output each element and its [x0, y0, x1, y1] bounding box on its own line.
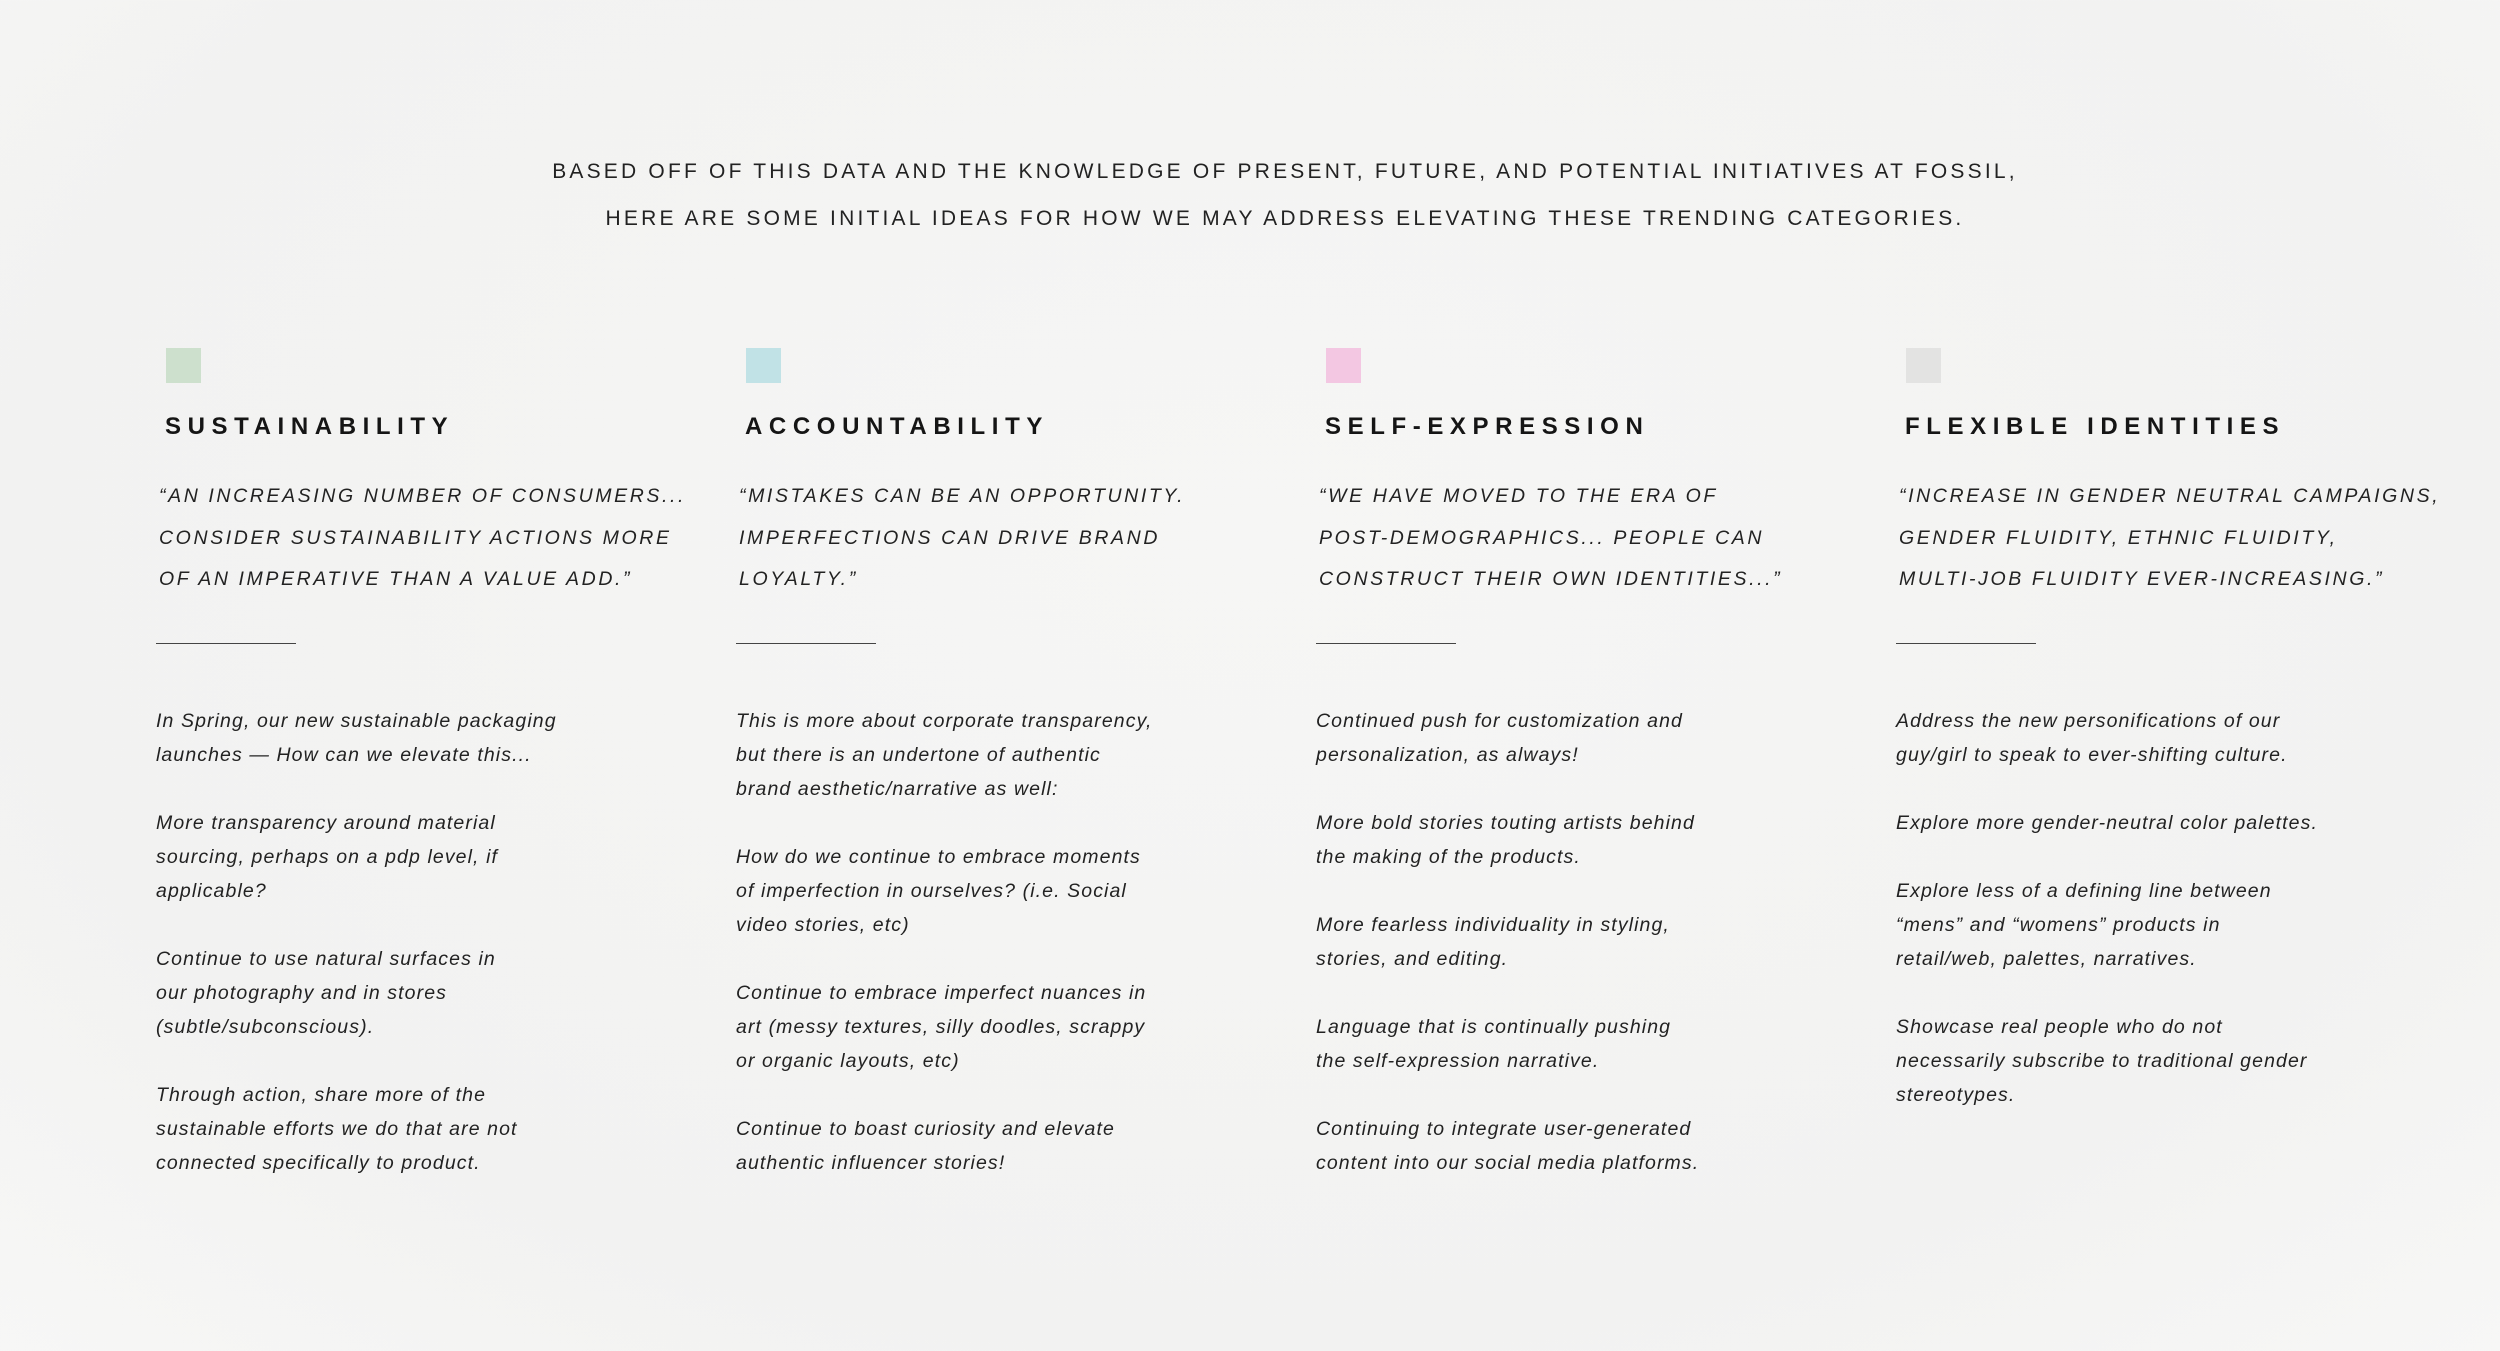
idea-line: Explore less of a defining line between — [1896, 879, 2272, 902]
idea-line: Address the new personifications of our — [1896, 709, 2281, 732]
intro-line: BASED OFF OF THIS DATA AND THE KNOWLEDGE OF PRESENT, FUTURE, AND POTENTIAL INITIATIVES AT FOSSIL, — [552, 160, 2018, 183]
idea-line: but there is an undertone of authentic — [736, 743, 1101, 766]
idea-paragraph — [156, 704, 716, 772]
idea-paragraph — [1896, 806, 2456, 840]
category-heading: FLEXIBLE IDENTITIES — [1905, 413, 2286, 440]
category-quote — [159, 476, 716, 601]
idea-line: sustainable efforts we do that are not — [156, 1117, 518, 1140]
idea-paragraph — [1316, 1010, 1876, 1078]
idea-line: Continue to use natural surfaces in — [156, 947, 496, 970]
idea-line: personalization, as always! — [1316, 743, 1579, 766]
divider-rule — [1316, 643, 1456, 644]
quote-line: “MISTAKES CAN BE AN OPPORTUNITY. — [739, 485, 1186, 507]
idea-line: This is more about corporate transparency, — [736, 709, 1153, 732]
idea-line: authentic influencer stories! — [736, 1151, 1006, 1174]
idea-paragraph — [156, 806, 716, 908]
idea-line: Through action, share more of the — [156, 1083, 487, 1106]
color-swatch — [166, 348, 201, 383]
color-swatch — [746, 348, 781, 383]
idea-paragraph — [1316, 1112, 1876, 1180]
idea-paragraph — [736, 1112, 1296, 1180]
idea-line: connected specifically to product. — [156, 1151, 481, 1174]
idea-paragraph — [736, 976, 1296, 1078]
idea-paragraph — [1896, 1010, 2456, 1112]
idea-line: video stories, etc) — [736, 913, 910, 936]
idea-paragraph — [736, 704, 1296, 806]
idea-line: In Spring, our new sustainable packaging — [156, 709, 557, 732]
idea-line: retail/web, palettes, narratives. — [1896, 947, 2197, 970]
idea-line: sourcing, perhaps on a pdp level, if — [156, 845, 499, 868]
idea-line: (subtle/subconscious). — [156, 1015, 375, 1038]
divider-rule — [1896, 643, 2036, 644]
category-quote — [1899, 476, 2456, 601]
idea-line: our photography and in stores — [156, 981, 447, 1004]
category-heading: SUSTAINABILITY — [165, 413, 455, 440]
idea-line: the self-expression narrative. — [1316, 1049, 1600, 1072]
idea-line: Language that is continually pushing — [1316, 1015, 1672, 1038]
ideas-body — [736, 704, 1296, 1180]
idea-line: Continuing to integrate user-generated — [1316, 1117, 1692, 1140]
idea-paragraph — [1316, 806, 1876, 874]
idea-line: guy/girl to speak to ever-shifting culture. — [1896, 743, 2288, 766]
idea-line: More bold stories touting artists behind — [1316, 811, 1695, 834]
quote-line: OF AN IMPERATIVE THAN A VALUE ADD.” — [159, 568, 633, 590]
divider-rule — [156, 643, 296, 644]
category-quote — [739, 476, 1296, 601]
idea-paragraph — [1316, 908, 1876, 976]
idea-line: Continue to embrace imperfect nuances in — [736, 981, 1147, 1004]
idea-paragraph — [156, 1078, 716, 1180]
quote-line: “WE HAVE MOVED TO THE ERA OF — [1319, 485, 1718, 507]
quote-line: “AN INCREASING NUMBER OF CONSUMERS... — [159, 485, 687, 507]
category-column — [736, 348, 1296, 1214]
idea-line: content into our social media platforms. — [1316, 1151, 1700, 1174]
idea-line: stereotypes. — [1896, 1083, 2016, 1106]
idea-line: Showcase real people who do not — [1896, 1015, 2223, 1038]
category-column — [1316, 348, 1876, 1214]
idea-line: the making of the products. — [1316, 845, 1581, 868]
idea-line: necessarily subscribe to traditional gender — [1896, 1049, 2308, 1072]
intro-text — [0, 148, 2500, 242]
quote-line: MULTI-JOB FLUIDITY EVER-INCREASING.” — [1899, 568, 2385, 590]
idea-line: applicable? — [156, 879, 267, 902]
idea-paragraph — [1896, 704, 2456, 772]
idea-line: More fearless individuality in styling, — [1316, 913, 1670, 936]
idea-line: “mens” and “womens” products in — [1896, 913, 2221, 936]
quote-line: CONSTRUCT THEIR OWN IDENTITIES...” — [1319, 568, 1783, 590]
idea-line: or organic layouts, etc) — [736, 1049, 960, 1072]
color-swatch — [1326, 348, 1361, 383]
category-column — [156, 348, 716, 1214]
ideas-body — [1896, 704, 2456, 1112]
idea-line: brand aesthetic/narrative as well: — [736, 777, 1059, 800]
category-column — [1896, 348, 2456, 1146]
quote-line: LOYALTY.” — [739, 568, 858, 590]
color-swatch — [1906, 348, 1941, 383]
idea-paragraph — [736, 840, 1296, 942]
category-heading: SELF-EXPRESSION — [1325, 413, 1650, 440]
quote-line: GENDER FLUIDITY, ETHNIC FLUIDITY, — [1899, 526, 2338, 549]
idea-line: How do we continue to embrace moments — [736, 845, 1141, 868]
quote-line: POST-DEMOGRAPHICS... PEOPLE CAN — [1319, 526, 1765, 549]
quote-line: CONSIDER SUSTAINABILITY ACTIONS MORE — [159, 526, 672, 549]
idea-line: stories, and editing. — [1316, 947, 1509, 970]
category-quote — [1319, 476, 1876, 601]
divider-rule — [736, 643, 876, 644]
idea-line: art (messy textures, silly doodles, scrappy — [736, 1015, 1146, 1038]
idea-paragraph — [1316, 704, 1876, 772]
quote-line: “INCREASE IN GENDER NEUTRAL CAMPAIGNS, — [1899, 485, 2441, 507]
idea-line: launches — How can we elevate this... — [156, 743, 532, 766]
idea-line: More transparency around material — [156, 811, 496, 834]
intro-line: HERE ARE SOME INITIAL IDEAS FOR HOW WE MAY ADDRESS ELEVATING THESE TRENDING CATEGORIES. — [605, 207, 1965, 230]
idea-line: Continue to boast curiosity and elevate — [736, 1117, 1115, 1140]
idea-line: Continued push for customization and — [1316, 709, 1683, 732]
ideas-body — [1316, 704, 1876, 1180]
category-heading: ACCOUNTABILITY — [745, 413, 1049, 440]
idea-paragraph — [1896, 874, 2456, 976]
idea-line: Explore more gender-neutral color palettes. — [1896, 811, 2318, 834]
idea-line: of imperfection in ourselves? (i.e. Social — [736, 879, 1127, 902]
ideas-body — [156, 704, 716, 1180]
idea-paragraph — [156, 942, 716, 1044]
quote-line: IMPERFECTIONS CAN DRIVE BRAND — [739, 526, 1161, 549]
